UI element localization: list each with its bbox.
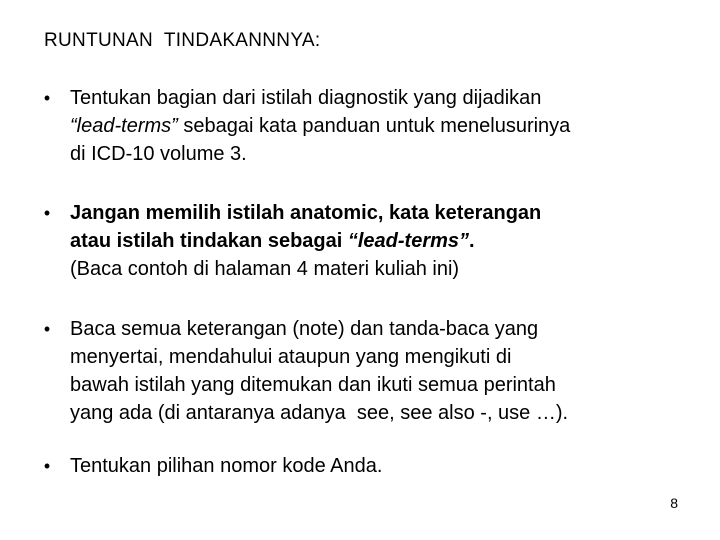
- bullet-line: [70, 199, 700, 227]
- bullet-text: [70, 315, 700, 427]
- text-run: atau istilah tindakan sebagai: [70, 230, 348, 252]
- text-run: menyertai, mendahului ataupun yang mengikuti di: [70, 346, 512, 368]
- text-run: .: [469, 230, 475, 252]
- bullet-text: [70, 452, 700, 480]
- bullet-line: [70, 140, 700, 168]
- text-run: Tentukan pilihan nomor kode Anda.: [70, 455, 383, 477]
- bullet-line: [70, 371, 700, 399]
- text-run: Tentukan bagian dari istilah diagnostik yang dijadikan: [70, 87, 542, 109]
- bullet-dot: •: [43, 203, 51, 223]
- bullet-line: [70, 84, 700, 112]
- text-run: “lead-terms”: [347, 230, 470, 252]
- bullet-line: [70, 255, 700, 283]
- bullet-line: [70, 227, 700, 255]
- bullet-text: [70, 199, 700, 283]
- text-run: bawah istilah yang ditemukan dan ikuti semua perintah: [70, 374, 556, 396]
- bullet-line: [70, 112, 700, 140]
- page-title: RUNTUNAN TINDAKANNNYA:: [44, 30, 321, 51]
- bullet-dot: •: [43, 456, 51, 476]
- text-run: (Baca contoh di halaman 4 materi kuliah ini): [70, 258, 460, 280]
- bullet-line: [70, 343, 700, 371]
- text-run: Jangan memilih istilah anatomic, kata keterangan: [70, 202, 542, 224]
- bullet-dot: •: [43, 319, 51, 339]
- bullet-line: [70, 399, 700, 427]
- text-run: di ICD-10 volume 3.: [70, 143, 247, 165]
- text-run: sebagai kata panduan untuk menelusurinya: [177, 115, 571, 137]
- bullet-dot: •: [43, 88, 51, 108]
- text-run: yang ada (di antaranya adanya see, see also -, use …).: [70, 402, 569, 424]
- page-number: 8: [670, 495, 678, 511]
- text-run: “lead-terms”: [70, 115, 178, 137]
- bullet-line: [70, 315, 700, 343]
- bullet-text: [70, 84, 700, 168]
- text-run: Baca semua keterangan (note) dan tanda-baca yang: [70, 318, 539, 340]
- bullet-line: [70, 452, 700, 480]
